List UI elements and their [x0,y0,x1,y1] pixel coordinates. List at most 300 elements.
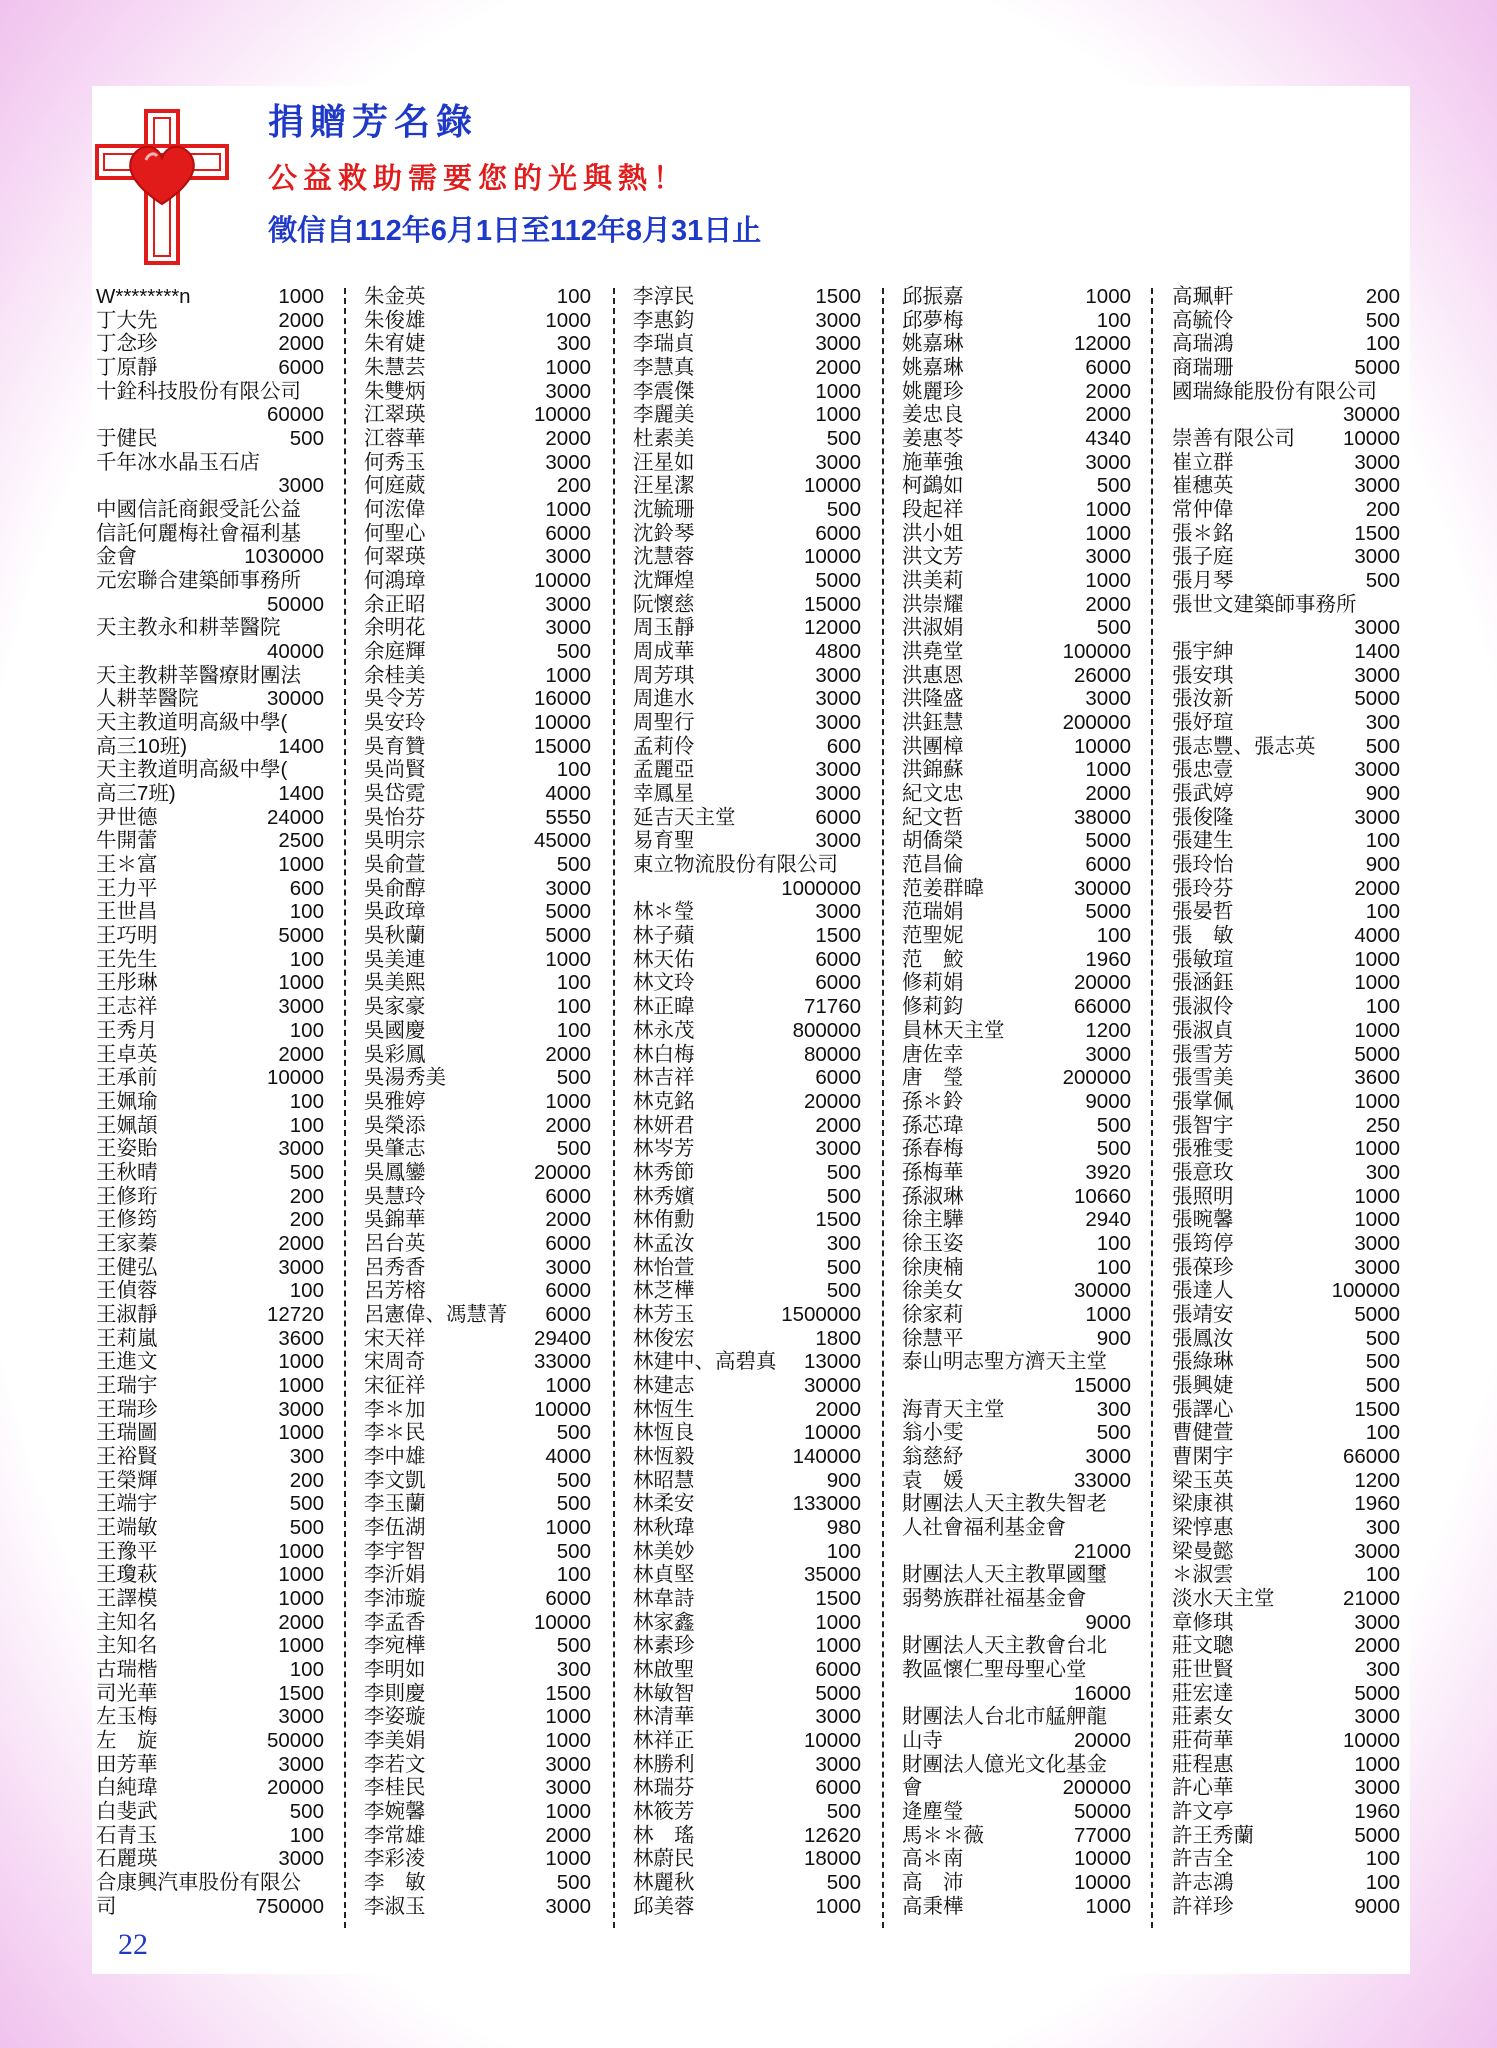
donation-amount: 5000 [1354,1681,1400,1705]
donor-name: 林昭慧 [633,1468,695,1492]
donor-entry [96,1137,324,1161]
donation-amount: 1000 [1085,521,1131,545]
donor-name: 王家蓁 [96,1231,158,1255]
donation-amount: 1500 [815,285,861,308]
donor-entry [364,1161,591,1185]
donation-amount: 6000 [815,521,861,545]
donor-entry [96,1469,324,1493]
donor-name: 林芝樺 [633,1279,695,1303]
donor-entry [902,522,1131,546]
donor-entry [96,332,324,356]
donation-amount: 1000 [815,1894,861,1918]
donation-amount: 800000 [792,1018,861,1042]
donation-amount: 2500 [278,829,324,853]
donor-entry [1172,380,1400,404]
donation-amount: 500 [556,640,591,664]
donor-entry [633,829,861,853]
donor-entry [1172,806,1400,830]
donor-entry [1172,1350,1400,1374]
donation-amount: 10000 [533,403,591,427]
donation-amount: 5000 [1085,900,1131,924]
donation-amount: 3000 [1354,805,1400,829]
donor-name: 尹世德 [96,805,158,829]
donation-amount: 15000 [803,592,861,616]
donor-entry [633,711,861,735]
donor-name: 林正暐 [633,995,695,1019]
donation-amount: 200 [289,1208,324,1232]
donation-amount: 1000 [1085,498,1131,522]
donor-name: 李孟香 [364,1610,426,1634]
donor-entry [633,1421,861,1445]
donor-entry [1172,569,1400,593]
donor-entry [96,1753,324,1777]
donor-name: 姚麗珍 [902,379,964,403]
donor-name: 王裕賢 [96,1444,158,1468]
donor-entry [902,593,1131,617]
donor-entry [902,1161,1131,1185]
donation-amount: 30000 [1073,1279,1131,1303]
donation-amount: 500 [289,1800,324,1823]
donor-entry [633,498,861,522]
donation-amount: 26000 [1073,663,1131,687]
donor-entry [96,1516,324,1540]
donor-entry [96,356,324,380]
donor-name: 周芳琪 [633,663,695,687]
donor-name: 許吉全 [1172,1847,1234,1871]
donor-name: 于健民 [96,427,158,451]
donation-amount: 500 [1365,308,1400,332]
donor-name: 許王秀蘭 [1172,1823,1254,1847]
donor-name: 梁曼懿 [1172,1539,1234,1563]
donor-entry [364,1445,591,1469]
donor-name: 王瑞宇 [96,1373,158,1397]
donor-name: 王先生 [96,947,158,971]
donation-amount: 71760 [803,995,861,1019]
donation-amount: 3000 [545,379,591,403]
donation-amount: 5000 [1085,829,1131,853]
donor-entry [364,948,591,972]
donor-entry [1172,1563,1400,1587]
donation-amount: 2000 [815,356,861,380]
donor-entry [364,1540,591,1564]
donation-amount: 3600 [1354,1066,1400,1090]
donor-entry [633,1516,861,1540]
donor-entry [364,1279,591,1303]
donation-amount: 1200 [1085,1018,1131,1042]
donor-entry [633,1634,861,1658]
donation-amount: 3000 [545,450,591,474]
donation-amount: 33000 [533,1350,591,1374]
donation-amount: 1000 [1085,1894,1131,1918]
donor-name: 高珮軒 [1172,285,1234,308]
donor-entry [364,1114,591,1138]
donor-name: 莊文聰 [1172,1634,1234,1658]
donation-amount: 1500 [278,1681,324,1705]
donation-amount: 1500 [815,924,861,948]
donor-entry [633,1871,861,1895]
donor-entry [902,569,1131,593]
donor-entry [364,853,591,877]
donor-name: 山寺 [902,1728,943,1752]
donor-entry [902,664,1131,688]
donation-amount: 500 [1365,569,1400,593]
donor-name: 洪鈺慧 [902,711,964,735]
donor-entry [1172,1327,1400,1351]
donor-entry [902,451,1131,475]
donor-entry [1172,1753,1400,1777]
donation-amount: 9000 [1085,1610,1131,1634]
donation-amount: 200000 [1062,1776,1131,1800]
donor-name: 徐主驊 [902,1208,964,1232]
donation-amount: 1000 [1085,1302,1131,1326]
donation-amount: 21000 [1073,1539,1131,1563]
donor-entry [633,1563,861,1587]
donor-name: 李淳民 [633,285,695,308]
donor-entry [364,545,591,569]
donor-entry [902,1563,1131,1587]
donation-amount: 1000 [815,379,861,403]
donor-name: 周聖行 [633,711,695,735]
donor-entry [96,971,324,995]
donor-name: 林建志 [633,1373,695,1397]
donor-name: 朱俊雄 [364,308,426,332]
donation-amount: 2000 [545,1113,591,1137]
donor-name: 孫＊鈴 [902,1089,964,1113]
donor-name: 張志豐、張志英 [1172,734,1316,758]
donor-entry [902,1847,1131,1871]
donation-amount: 1400 [278,782,324,806]
donor-entry [633,664,861,688]
donor-name: 林瑞芬 [633,1776,695,1800]
donor-entry [96,687,324,711]
donation-amount: 30000 [1073,876,1131,900]
donor-entry [364,971,591,995]
donation-amount: 100 [1365,332,1400,356]
donor-name: 徐家莉 [902,1302,964,1326]
donor-name: 馬＊＊薇 [902,1823,984,1847]
donation-amount: 3000 [278,1255,324,1279]
donor-name: 姜惠苓 [902,427,964,451]
donation-amount: 2000 [1085,782,1131,806]
donation-amount: 1000 [545,1089,591,1113]
donor-name: 修莉娟 [902,971,964,995]
donor-name: 李＊民 [364,1421,426,1445]
donor-entry [1172,687,1400,711]
donation-amount: 6000 [815,1657,861,1681]
donor-name: 袁 媛 [902,1468,964,1492]
donor-name: 施華強 [902,450,964,474]
donor-entry [633,1469,861,1493]
donation-amount: 30000 [803,1373,861,1397]
donor-entry [364,1043,591,1067]
donor-entry [364,1705,591,1729]
donation-amount: 3000 [1085,545,1131,569]
donation-amount: 100 [1365,900,1400,924]
donor-entry [902,1398,1131,1422]
donor-entry [1172,829,1400,853]
donor-name: 張宇紳 [1172,640,1234,664]
donation-amount: 3000 [815,687,861,711]
donor-name: ＊淑雲 [1172,1563,1234,1587]
donation-amount: 100 [1365,1563,1400,1587]
donor-entry [1172,711,1400,735]
donor-name: 徐慧平 [902,1326,964,1350]
donor-name: 余庭輝 [364,640,426,664]
donation-amount: 3000 [815,332,861,356]
donation-amount: 1960 [1354,1800,1400,1823]
donor-name: 張意玫 [1172,1160,1234,1184]
donor-name: 王秀月 [96,1018,158,1042]
donor-name: 林家鑫 [633,1610,695,1634]
donation-amount: 500 [826,1279,861,1303]
donation-amount: 1500 [545,1681,591,1705]
donor-name: 白斐武 [96,1800,158,1823]
donation-amount: 500 [826,1160,861,1184]
donor-entry [1172,782,1400,806]
donor-name: 吳慧玲 [364,1184,426,1208]
donor-entry [96,1611,324,1635]
donation-amount: 6000 [815,1776,861,1800]
donation-amount: 3000 [278,1137,324,1161]
donation-amount: 500 [556,853,591,877]
donor-entry [1172,1256,1400,1280]
donor-entry [633,900,861,924]
donor-entry [1172,1090,1400,1114]
donor-entry [96,1327,324,1351]
donor-entry [902,1256,1131,1280]
donation-amount: 500 [1096,474,1131,498]
donor-name: 朱金英 [364,285,426,308]
donor-entry [902,1090,1131,1114]
donor-name: 李 敏 [364,1871,426,1895]
donor-name: 李麗美 [633,403,695,427]
donor-name: 汪星潔 [633,474,695,498]
donor-entry [364,451,591,475]
donor-name: 古瑞楷 [96,1657,158,1681]
donor-name: 林勝利 [633,1752,695,1776]
donor-entry [633,593,861,617]
donor-name: 林侑勳 [633,1208,695,1232]
donation-amount: 1000 [545,1373,591,1397]
donor-name: 張汝新 [1172,687,1234,711]
donation-amount: 100 [1365,1871,1400,1895]
donor-entry [1172,664,1400,688]
donor-name: 梁惇惠 [1172,1515,1234,1539]
donor-entry [364,1871,591,1895]
donor-name: 胡僑榮 [902,829,964,853]
donor-entry [633,451,861,475]
donation-amount: 1000 [545,663,591,687]
donor-name: 林恆毅 [633,1444,695,1468]
donor-name: 朱慧芸 [364,356,426,380]
donation-amount: 16000 [533,687,591,711]
donor-entry [1172,403,1400,427]
donor-name: 吳政璋 [364,900,426,924]
donor-entry [364,1516,591,1540]
donor-entry [633,1445,861,1469]
donor-name: 財團法人台北市艋舺龍 [902,1705,1107,1729]
donor-name: 林韋詩 [633,1586,695,1610]
donation-amount: 3000 [545,1255,591,1279]
donor-column [1172,285,1400,1918]
donor-entry [633,782,861,806]
donation-amount: 500 [556,1871,591,1895]
donor-name: 李惠鈞 [633,308,695,332]
donor-entry [364,498,591,522]
donor-name: 高瑞鴻 [1172,332,1234,356]
donor-entry [96,877,324,901]
donor-name: 財團法人天主教會台北 [902,1634,1107,1658]
donor-entry [96,1279,324,1303]
donation-amount: 200 [289,1468,324,1492]
donor-entry [633,1824,861,1848]
donation-amount: 1000 [815,1634,861,1658]
donor-entry [633,971,861,995]
donation-amount: 3000 [1354,1705,1400,1729]
donation-amount: 1000 [545,1515,591,1539]
donor-name: 曹閑宇 [1172,1444,1234,1468]
donor-name: 汪星如 [633,450,695,474]
donor-name: 元宏聯合建築師事務所 [96,569,301,593]
donor-name: 李伍湖 [364,1515,426,1539]
donor-entry [902,474,1131,498]
donor-entry [96,1232,324,1256]
donor-entry [1172,1492,1400,1516]
donor-entry [633,380,861,404]
donation-amount: 3000 [1354,758,1400,782]
donor-name: 孫芯瑋 [902,1113,964,1137]
donor-entry [1172,616,1400,640]
donor-entry [633,1492,861,1516]
donor-entry [1172,1208,1400,1232]
donor-name: 吳鳳鑾 [364,1160,426,1184]
donor-name: 張譯心 [1172,1397,1234,1421]
donation-amount: 100 [1365,829,1400,853]
cross-heart-icon [94,108,230,266]
donor-entry [364,616,591,640]
donor-name: 莊程惠 [1172,1752,1234,1776]
donor-name: 翁慈紓 [902,1444,964,1468]
donor-entry [96,1066,324,1090]
donation-amount: 1000 [1354,1752,1400,1776]
donation-amount: 2000 [815,1113,861,1137]
donation-amount: 50000 [1073,1800,1131,1823]
donor-name: 林文玲 [633,971,695,995]
donor-name: 林 瑤 [633,1823,695,1847]
donation-amount: 1000 [278,1421,324,1445]
donor-name: 張淑貞 [1172,1018,1234,1042]
donation-amount: 500 [556,1066,591,1090]
donor-entry [364,403,591,427]
donor-name: 林貞堅 [633,1563,695,1587]
donor-name: 石青玉 [96,1823,158,1847]
donor-entry [364,640,591,664]
donor-name: 張建生 [1172,829,1234,853]
donor-name: W********n [96,285,191,308]
donation-amount: 500 [289,427,324,451]
donor-name: 李文凱 [364,1468,426,1492]
donor-entry [364,474,591,498]
donor-name: 林筱芳 [633,1800,695,1823]
donor-name: 吳岱霓 [364,782,426,806]
donor-entry [96,995,324,1019]
donation-amount: 100 [826,1539,861,1563]
donation-amount: 4000 [1354,924,1400,948]
donor-entry [1172,1043,1400,1067]
donor-entry [364,664,591,688]
donor-name: 何秀玉 [364,450,426,474]
donor-name: 邱美蓉 [633,1894,695,1918]
donor-name: 范姜群暐 [902,876,984,900]
donation-amount: 900 [1365,782,1400,806]
donation-amount: 500 [556,1137,591,1161]
donor-entry [633,1090,861,1114]
donor-name: 王端宇 [96,1492,158,1516]
column-divider [882,288,884,1928]
donor-name: 常仲偉 [1172,498,1234,522]
donation-amount: 3000 [545,616,591,640]
donor-entry [96,1492,324,1516]
donor-entry [1172,522,1400,546]
donor-entry [1172,1303,1400,1327]
donation-amount: 3000 [815,1705,861,1729]
donor-name: 林怡萱 [633,1255,695,1279]
donor-name: 李中雄 [364,1444,426,1468]
donor-entry [364,1682,591,1706]
donor-name: 張綠琳 [1172,1350,1234,1374]
donation-amount: 100 [1365,995,1400,1019]
donation-amount: 1000 [1354,1089,1400,1113]
donation-amount: 10000 [803,1421,861,1445]
donation-amount: 12720 [266,1302,324,1326]
donor-entry [1172,1185,1400,1209]
donor-entry [364,1066,591,1090]
donor-name: 林白梅 [633,1042,695,1066]
donation-amount: 3600 [278,1326,324,1350]
donor-entry [633,948,861,972]
donor-name: 信託何麗梅社會福利基 [96,521,301,545]
donor-name: 何翠瑛 [364,545,426,569]
donation-amount: 500 [826,498,861,522]
donor-entry [96,1871,324,1895]
donor-entry [633,427,861,451]
donation-amount: 1000 [278,853,324,877]
donor-entry [633,924,861,948]
donor-name: 李則慶 [364,1681,426,1705]
donor-entry [633,403,861,427]
donor-name: 王偵蓉 [96,1279,158,1303]
donation-amount: 100000 [1331,1279,1400,1303]
donation-amount: 4000 [545,1444,591,1468]
donation-amount: 1000 [815,403,861,427]
donation-amount: 13000 [803,1350,861,1374]
donor-entry [633,806,861,830]
donor-entry [902,1066,1131,1090]
donation-amount: 500 [1365,734,1400,758]
donor-name: 莊荷華 [1172,1728,1234,1752]
donation-amount: 500 [556,1634,591,1658]
donor-entry [902,1374,1131,1398]
donation-amount: 100 [289,1113,324,1137]
donor-entry [1172,1871,1400,1895]
donor-name: 范聖妮 [902,924,964,948]
donor-entry [1172,1398,1400,1422]
donor-entry [364,687,591,711]
donor-entry [1172,427,1400,451]
donation-amount: 45000 [533,829,591,853]
donor-name: 李＊加 [364,1397,426,1421]
donor-entry [96,1256,324,1280]
